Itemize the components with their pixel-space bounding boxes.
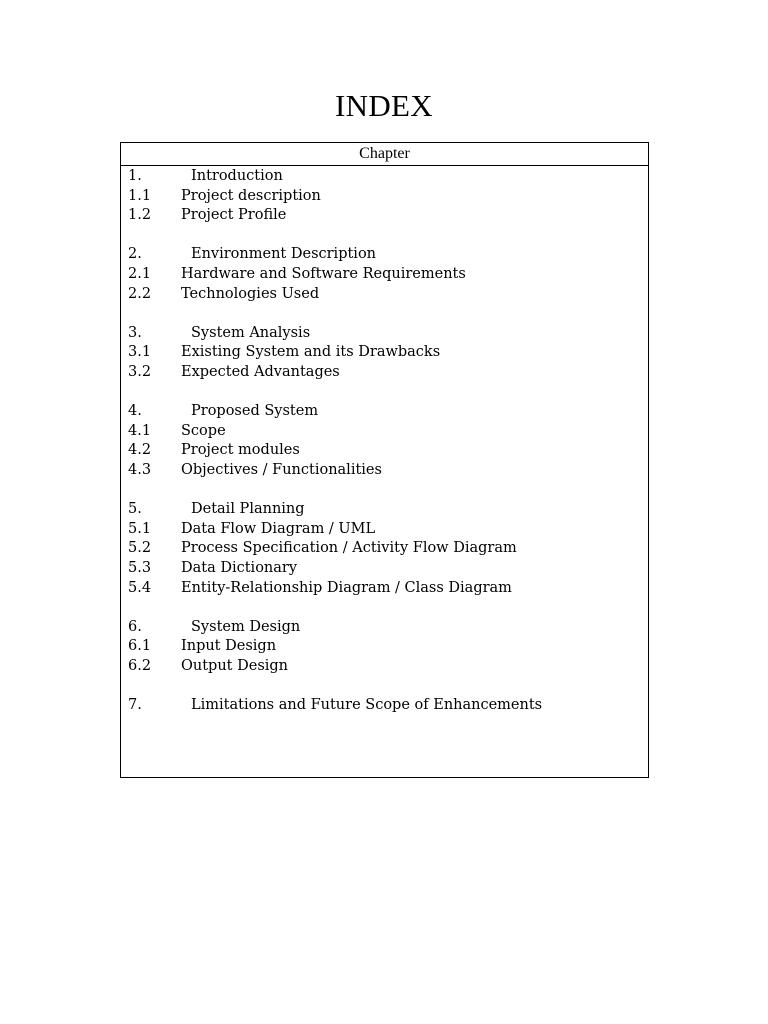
toc-entry-number: 7.: [128, 697, 142, 714]
toc-chapter-row: [121, 244, 648, 264]
toc-entry-title: Process Specification / Activity Flow Diagram: [181, 540, 517, 557]
toc-entry-number: 4.: [128, 403, 142, 420]
toc-entry-number: 1.1: [128, 187, 152, 204]
toc-entry-number: 1.: [128, 168, 142, 184]
toc-entry-title: Scope: [181, 422, 226, 439]
toc-section-row: [121, 440, 648, 460]
toc-entry-number: 3.2: [128, 364, 152, 380]
toc-section-row: [121, 421, 648, 441]
toc-chapter-row: [121, 617, 648, 637]
toc-entry-number: 3.: [128, 324, 142, 341]
toc-entry-number: 6.2: [128, 658, 152, 674]
toc-entry-title: Objectives / Functionalities: [181, 462, 382, 478]
toc-entry-title: Detail Planning: [191, 501, 305, 518]
toc-section-row: [121, 519, 648, 539]
toc-entry-number: 4.1: [128, 422, 152, 439]
toc-entry-title: Project Profile: [181, 207, 287, 224]
toc-entry-title: Hardware and Software Requirements: [181, 266, 466, 282]
table-header-chapter: Chapter: [121, 143, 648, 166]
toc-entry-title: Input Design: [181, 638, 277, 655]
toc-section-row: [121, 186, 648, 206]
toc-section-row: [121, 205, 648, 225]
toc-entry-number: 2.2: [128, 285, 152, 302]
toc-entry-title: Existing System and its Drawbacks: [181, 344, 441, 361]
toc-section-row: [121, 460, 648, 480]
toc-chapter-row: [121, 323, 648, 343]
toc-entry-number: 5.2: [128, 540, 152, 557]
toc-entry-title: Project modules: [181, 442, 300, 459]
toc-entry-title: Environment Description: [191, 246, 377, 263]
toc-entry-title: Introduction: [191, 168, 283, 184]
toc-section-row: [121, 284, 648, 304]
toc-chapter-row: [121, 499, 648, 519]
toc-section-row: [121, 362, 648, 382]
toc-entry-title: Data Dictionary: [181, 560, 298, 576]
toc-entry-number: 2.: [128, 246, 142, 263]
toc-entry-title: Expected Advantages: [181, 364, 340, 380]
toc-entry-number: 6.1: [128, 638, 152, 655]
page-title: INDEX: [335, 88, 433, 123]
toc-section-row: [121, 264, 648, 284]
toc-chapter-row: [121, 166, 648, 186]
toc-entry-title: System Analysis: [191, 324, 311, 341]
toc-entry-number: 1.2: [128, 207, 152, 224]
toc-entry-number: 5.1: [128, 520, 152, 537]
toc-entry-number: 4.3: [128, 462, 152, 478]
toc-entry-title: Proposed System: [191, 403, 319, 420]
toc-entry-number: 4.2: [128, 442, 152, 459]
toc-section-row: [121, 578, 648, 598]
toc-entry-title: Technologies Used: [181, 285, 320, 302]
toc-entry-title: Output Design: [181, 658, 289, 674]
toc-entry-number: 5.3: [128, 560, 152, 576]
toc-section-row: [121, 538, 648, 558]
toc-section-row: [121, 656, 648, 676]
toc-entry-title: Data Flow Diagram / UML: [181, 520, 376, 537]
toc-chapter-row: [121, 695, 648, 715]
toc-entry-title: Limitations and Future Scope of Enhancements: [191, 697, 543, 714]
toc-section-row: [121, 342, 648, 362]
toc-entry-title: Entity-Relationship Diagram / Class Diagram: [181, 579, 512, 596]
toc-entry-number: 5.4: [128, 579, 152, 596]
toc-entry-number: 5.: [128, 501, 142, 518]
toc-entry-number: 6.: [128, 618, 142, 635]
toc-section-row: [121, 558, 648, 578]
toc-entry-title: Project description: [181, 187, 321, 204]
toc-entry-number: 3.1: [128, 344, 152, 361]
toc-entry-title: System Design: [191, 618, 301, 635]
toc-chapter-row: [121, 401, 648, 421]
toc-section-row: [121, 636, 648, 656]
index-table: [120, 142, 649, 778]
toc-entry-number: 2.1: [128, 266, 152, 282]
